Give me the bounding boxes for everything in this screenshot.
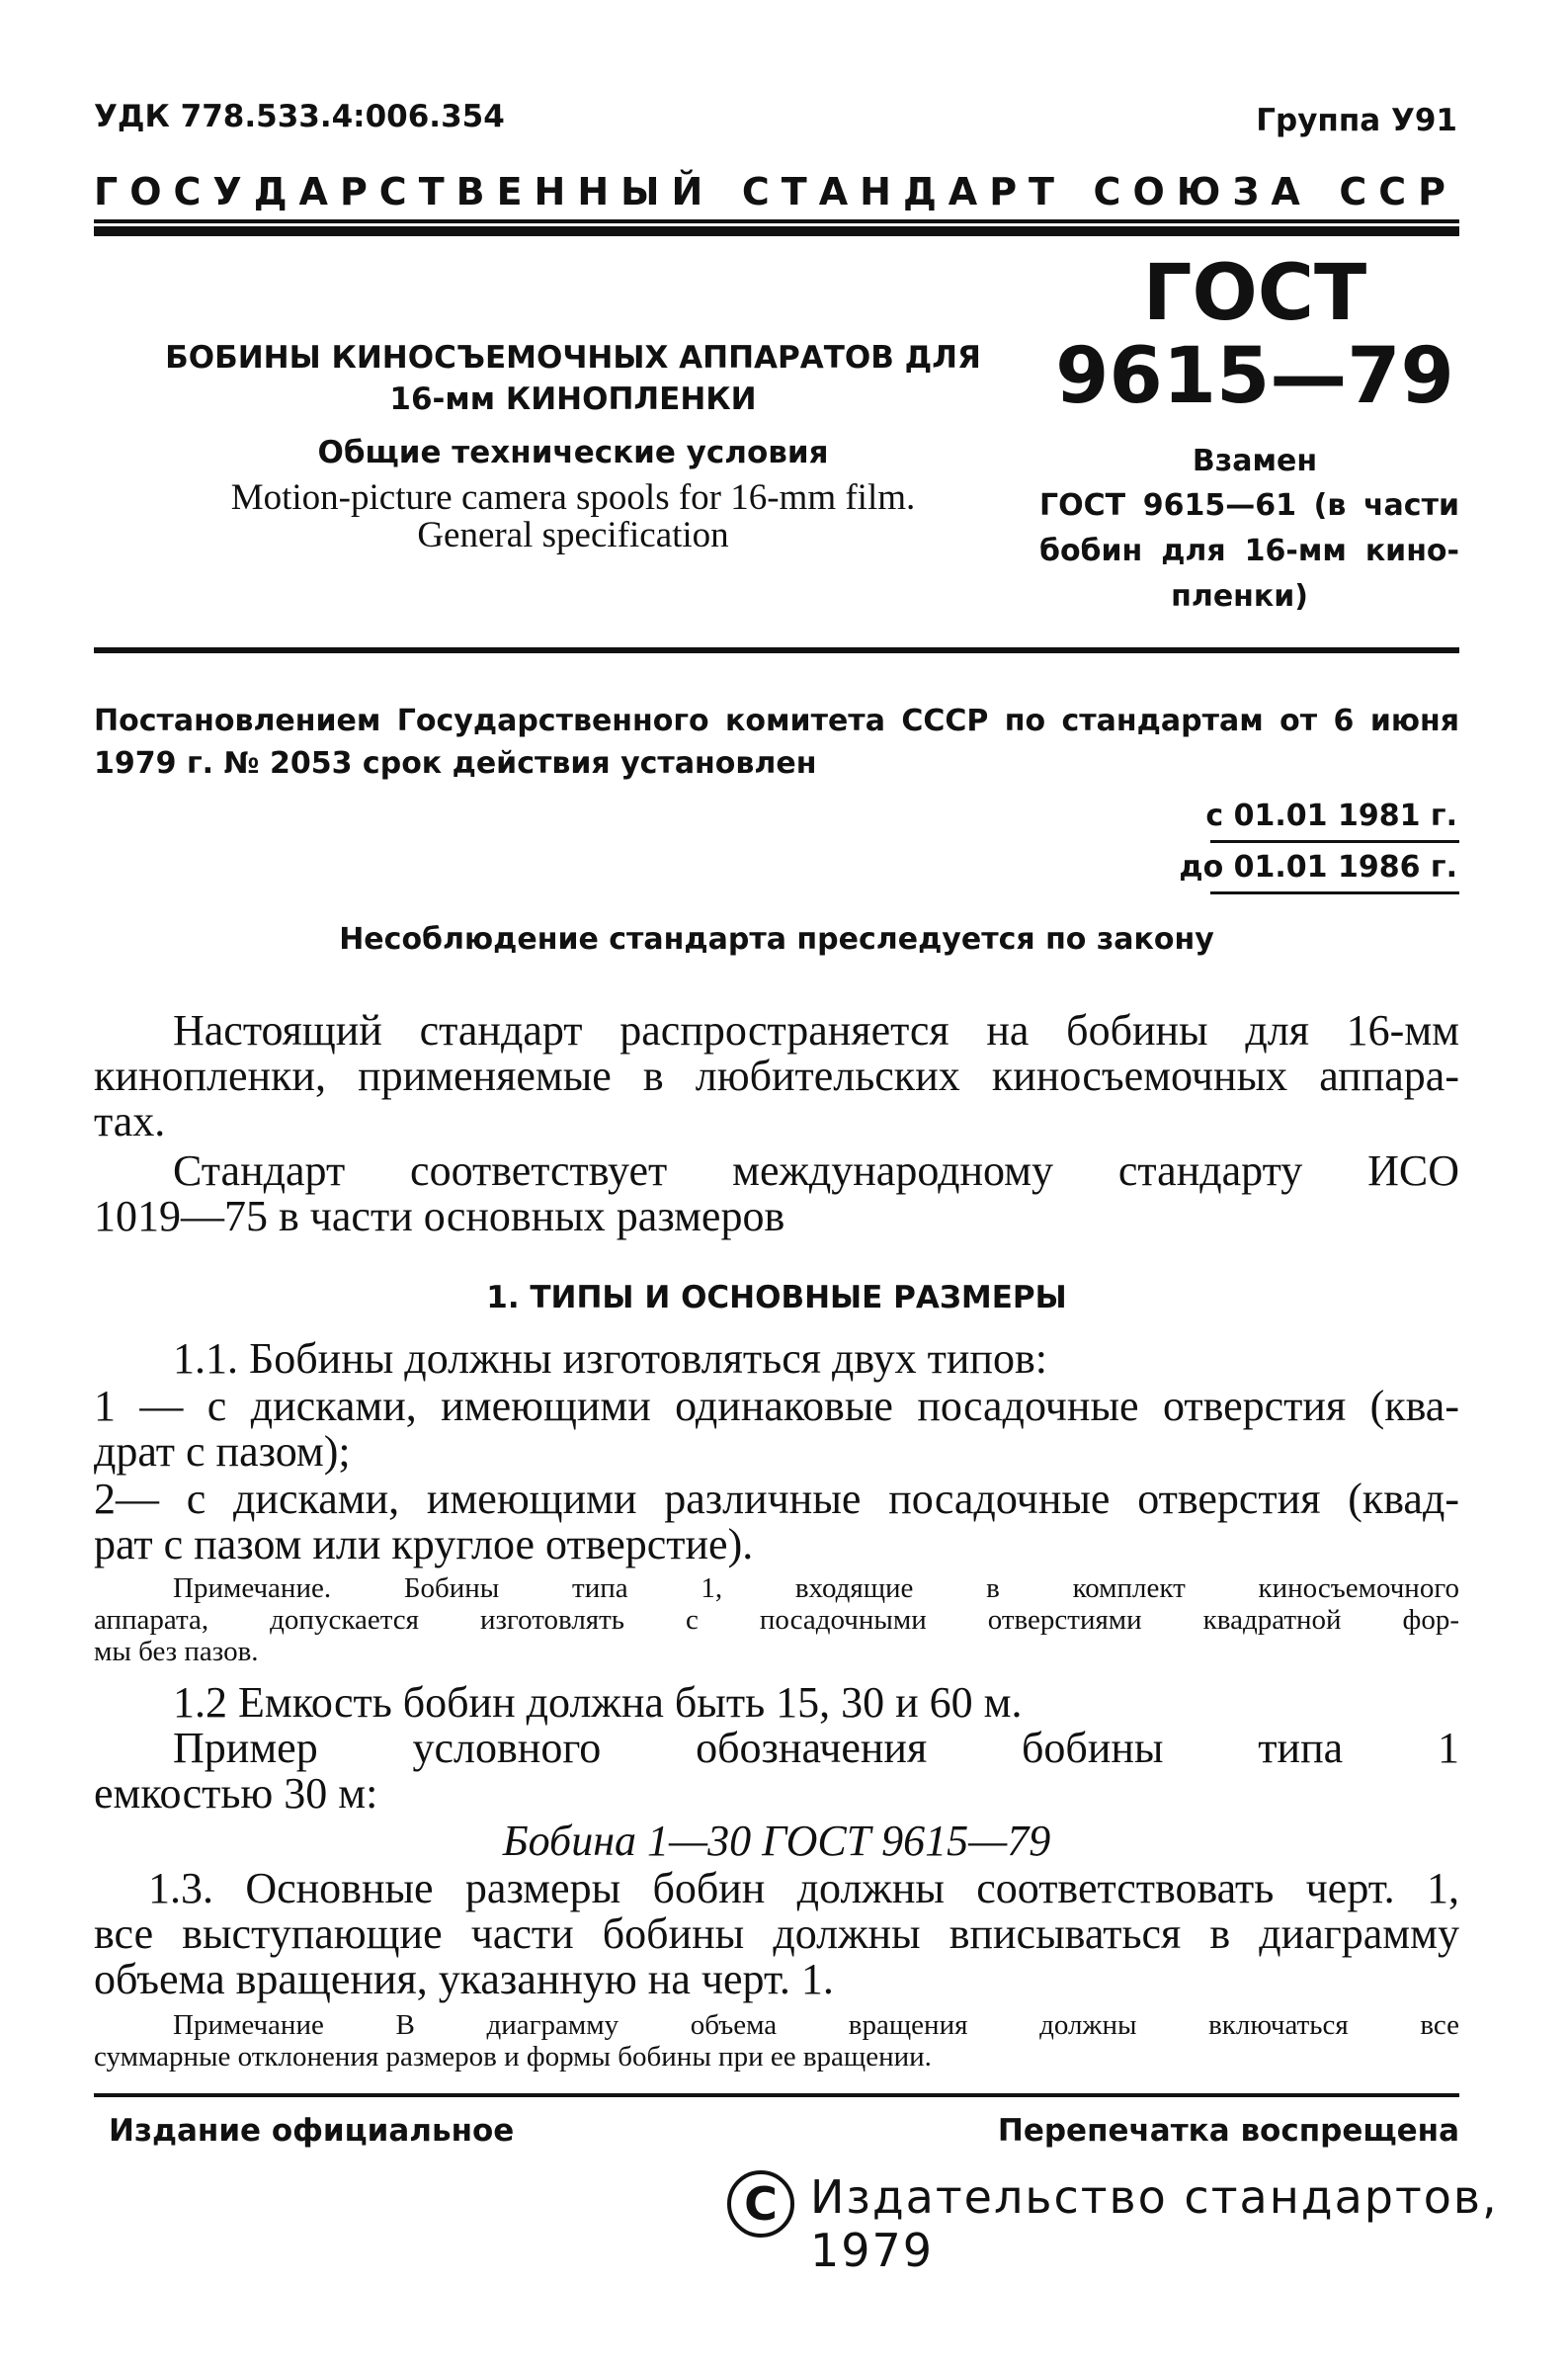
note-1-line-1: Примечание. Бобины типа 1, входящие в комплект киносъемочного (173, 1572, 1459, 1604)
title-line-2: 16-мм КИНОПЛЕНКИ (389, 381, 757, 417)
designation-example: Бобина 1—30 ГОСТ 9615—79 (502, 1817, 1051, 1865)
clause-1-1: 1.1. Бобины должны изготовляться двух типов: (173, 1334, 1047, 1383)
official-edition: Издание официальное (109, 2113, 515, 2149)
gost-label: ГОСТ (1142, 249, 1367, 338)
clause-1-3-line-2: все выступающие части бобины должны вписываться в диаграмму (94, 1909, 1459, 1958)
reprint-prohibited: Перепечатка воспрещена (997, 2113, 1459, 2149)
replaces-line-1: ГОСТ 9615—61 (в части (1039, 488, 1459, 523)
udk-code: УДК 778.533.4:006.354 (94, 99, 505, 134)
note-1-line-3: мы без пазов. (94, 1636, 259, 1667)
publisher: Издательство стандартов, 1979 (810, 2170, 1499, 2277)
date-from: с 01.01 1981 г. (1205, 799, 1457, 833)
type-2-line-2: рат с пазом или круглое отверстие). (94, 1520, 754, 1568)
group-code: Группа У91 (1256, 103, 1457, 138)
header-rule-thick (94, 226, 1459, 236)
legal-warning: Несоблюдение стандарта преследуется по закону (339, 922, 1214, 957)
state-standard-banner: ГОСУДАРСТВЕННЫЙ СТАНДАРТ СОЮЗА ССР (94, 170, 1457, 213)
replaces-line-3: пленки) (1171, 579, 1308, 614)
intro-p1-line-3: тах. (94, 1097, 166, 1145)
date-rule-2 (1210, 891, 1459, 894)
example-line-2: емкостью 30 м: (94, 1769, 378, 1818)
replaces-line-2: бобин для 16-мм кино- (1039, 534, 1459, 568)
gost-number: 9615—79 (1055, 332, 1454, 421)
decree-line-2: 1979 г. № 2053 срок действия установлен (94, 746, 817, 781)
intro-p2-line-2: 1019—75 в части основных размеров (94, 1192, 785, 1240)
note-2-line-1: Примечание В диаграмму объема вращения должны включаться все (173, 2009, 1459, 2041)
title-line-1: БОБИНЫ КИНОСЪЕМОЧНЫХ АППАРАТОВ ДЛЯ (165, 340, 981, 376)
clause-1-3-line-1: 1.3. Основные размеры бобин должны соответствовать черт. 1, (148, 1864, 1459, 1912)
date-rule-1 (1210, 840, 1459, 843)
footer-rule (94, 2093, 1459, 2097)
title-block-rule (94, 647, 1459, 653)
clause-1-2: 1.2 Емкость бобин должна быть 15, 30 и 60 м. (173, 1678, 1023, 1727)
english-title-line-2: General specification (417, 515, 729, 555)
note-2-line-2: суммарные отклонения размеров и формы бобины при ее вращении. (94, 2041, 932, 2073)
header-rule-thin (94, 219, 1459, 223)
type-1-line-1: 1 — с дисками, имеющими одинаковые посадочные отверстия (ква- (94, 1382, 1459, 1430)
decree-line-1: Постановлением Государственного комитета СССР по стандартам от 6 июня (94, 704, 1459, 738)
section-1-heading: 1. ТИПЫ И ОСНОВНЫЕ РАЗМЕРЫ (486, 1280, 1067, 1315)
clause-1-3-line-3: объема вращения, указанную на черт. 1. (94, 1955, 834, 2003)
intro-p1-line-1: Настоящий стандарт распространяется на бобины для 16-мм (173, 1006, 1459, 1055)
intro-p2-line-1: Стандарт соответствует международному стандарту ИСО (173, 1146, 1459, 1195)
type-2-line-1: 2— с дисками, имеющими различные посадочные отверстия (квад- (94, 1475, 1459, 1523)
english-title-line-1: Motion-picture camera spools for 16-mm film. (230, 477, 916, 518)
replaces-label: Взамен (1192, 444, 1318, 478)
example-line-1: Пример условного обозначения бобины типа 1 (173, 1724, 1459, 1772)
subtitle: Общие технические условия (317, 435, 829, 470)
copyright-icon: C (727, 2170, 794, 2238)
intro-p1-line-2: кинопленки, применяемые в любительских киносъемочных аппара- (94, 1052, 1459, 1100)
note-1-line-2: аппарата, допускается изготовлять с посадочными отверстиями квадратной фор- (94, 1604, 1459, 1636)
date-to: до 01.01 1986 г. (1179, 850, 1457, 885)
type-1-line-2: драт с пазом); (94, 1427, 351, 1476)
